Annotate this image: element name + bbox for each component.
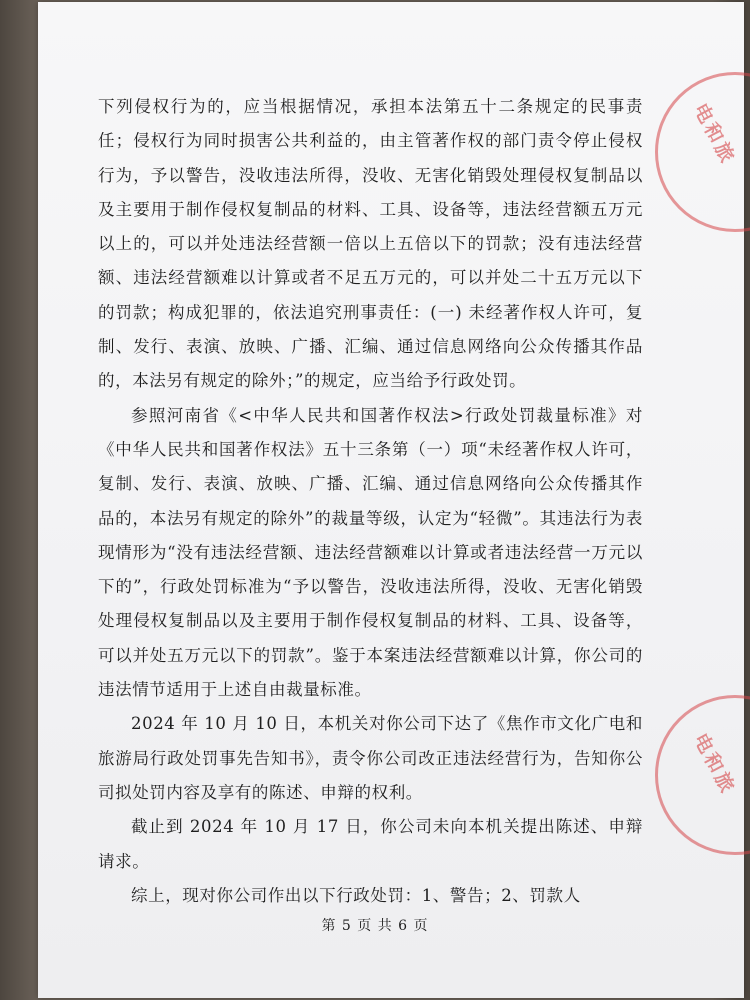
seal-text-top: 电和旅	[689, 99, 740, 169]
paragraph-continued: 下列侵权行为的，应当根据情况，承担本法第五十二条规定的民事责任；侵权行为同时损害公共利益的，由主管著作权的部门责令停止侵权行为，予以警告，没收违法所得，没收、无害化销毁处理侵权复制品以及主要用于制作侵权复制品的材料、工具、设备等，违法经营额五万元以上的，可以并处违法经营额一倍以上五倍以下的罚款；没有违法经营额、违法经营额难以计算或者不足五万元的，可以并处二十五万元以下的罚款；构成犯罪的，依法追究刑事责任：(一) 未经著作权人许可，复制、发行、表演、放映、广播、汇编、通过信息网络向公众传播其作品的，本法另有规定的除外；”的规定，应当给予行政处罚。	[98, 97, 643, 391]
document-body	[98, 90, 643, 913]
seal-text-bottom: 电和旅	[689, 729, 740, 799]
paragraph-prior-notice: 2024 年 10 月 10 日，本机关对你公司下达了《焦作市文化广电和旅游局行政处罚事先告知书》，责令你公司改正违法经营行为，告知你公司拟处罚内容及享有的陈述、申辩的权利。	[98, 714, 643, 802]
paragraph-no-statement: 截止到 2024 年 10 月 17 日，你公司未向本机关提出陈述、申辩请求。	[98, 817, 643, 871]
paragraph-discretion-standard: 参照河南省《<中华人民共和国著作权法>行政处罚裁量标准》对《中华人民共和国著作权法》五十三条第（一）项“未经著作权人许可，复制、发行、表演、放映、广播、汇编、通过信息网络向公众传播其作品的，本法另有规定的除外”的裁量等级，认定为“轻微”。其违法行为表现情形为“没有违法经营额、违法经营额难以计算或者违法经营一万元以下的”，行政处罚标准为“予以警告，没收违法所得，没收、无害化销毁处理侵权复制品以及主要用于制作侵权复制品的材料、工具、设备等，可以并处五万元以下的罚款”。鉴于本案违法经营额难以计算，你公司的违法情节适用于上述自由裁量标准。	[98, 405, 643, 700]
page-number-footer: 第 5 页 共 6 页	[321, 918, 429, 934]
paragraph-penalty-decision: 综上，现对你公司作出以下行政处罚：1、警告；2、罚款人	[131, 885, 581, 905]
